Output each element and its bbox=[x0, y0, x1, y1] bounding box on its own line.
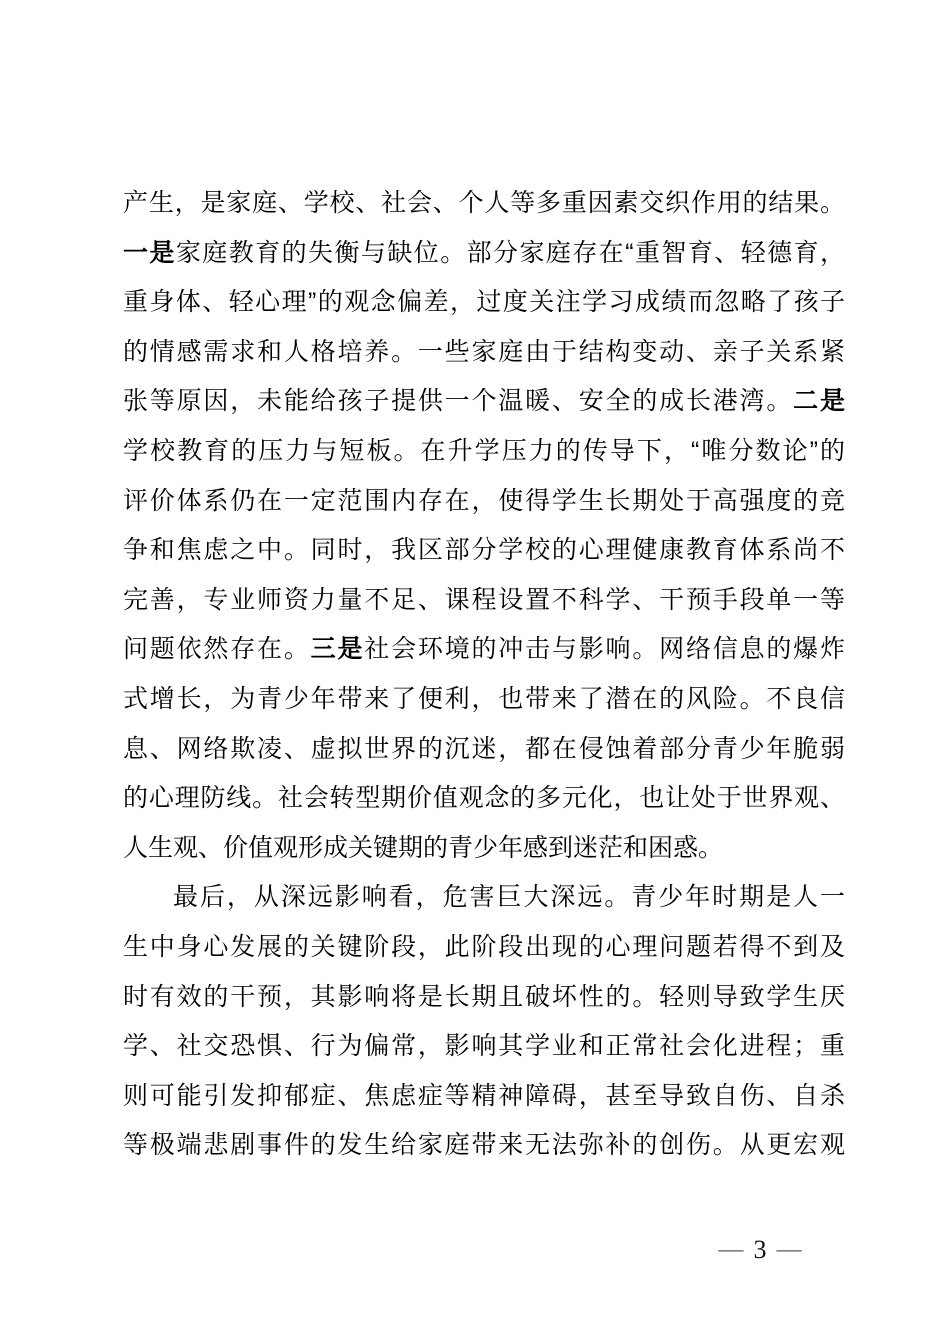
text-line bbox=[123, 774, 845, 824]
text-line bbox=[123, 328, 845, 378]
line-text: 时有效的干预，其影响将是长期且破坏性的。轻则导致学生厌 bbox=[123, 982, 845, 1011]
text-line bbox=[123, 229, 845, 279]
line-text: 的心理防线。社会转型期价值观念的多元化，也让处于世界观、 bbox=[123, 784, 845, 813]
line-text: 式增长，为青少年带来了便利，也带来了潜在的风险。不良信 bbox=[123, 684, 845, 713]
text-line-paragraph-start bbox=[123, 873, 845, 923]
text-line bbox=[123, 377, 845, 427]
text-line bbox=[123, 1121, 845, 1171]
line-text: 的情感需求和人格培养。一些家庭由于结构变动、亲子关系紧 bbox=[123, 337, 845, 366]
text-line bbox=[123, 526, 845, 576]
line-text: 等极端悲剧事件的发生给家庭带来无法弥补的创伤。从更宏观 bbox=[123, 1131, 845, 1160]
line-text: 家庭教育的失衡与缺位。部分家庭存在“重智育、轻德育， bbox=[175, 238, 845, 267]
line-text: 争和焦虑之中。同时，我区部分学校的心理健康教育体系尚不 bbox=[123, 536, 845, 565]
text-line bbox=[123, 923, 845, 973]
line-text: 社会环境的冲击与影响。网络信息的爆炸 bbox=[364, 635, 845, 664]
line-text: 完善，专业师资力量不足、课程设置不科学、干预手段单一等 bbox=[123, 585, 845, 614]
line-text: 学、社交恐惧、行为偏常，影响其学业和正常社会化进程；重 bbox=[123, 1032, 845, 1061]
line-text: 生中身心发展的关键阶段，此阶段出现的心理问题若得不到及 bbox=[123, 932, 845, 961]
line-text: 重身体、轻心理”的观念偏差，过度关注学习成绩而忽略了孩子 bbox=[123, 288, 845, 317]
ordinal-emphasis: 三是 bbox=[310, 635, 365, 664]
page-number: 3 bbox=[753, 1235, 767, 1264]
text-line bbox=[123, 1022, 845, 1072]
text-line bbox=[123, 725, 845, 775]
line-text: 人生观、价值观形成关键期的青少年感到迷茫和困惑。 bbox=[123, 833, 724, 862]
text-line bbox=[123, 278, 845, 328]
line-text: 息、网络欺凌、虚拟世界的沉迷，都在侵蚀着部分青少年脆弱 bbox=[123, 734, 845, 763]
footer-dash-left: — bbox=[718, 1236, 744, 1263]
ordinal-emphasis: 一是 bbox=[123, 238, 176, 267]
line-text: 产生，是家庭、学校、社会、个人等多重因素交织作用的结果。 bbox=[123, 189, 845, 217]
footer-dash-right: — bbox=[776, 1236, 802, 1263]
line-text: 问题依然存在。 bbox=[123, 635, 311, 664]
text-line bbox=[123, 576, 845, 626]
text-line bbox=[123, 477, 845, 527]
document-body bbox=[123, 179, 845, 1171]
line-text: 则可能引发抑郁症、焦虑症等精神障碍，甚至导致自伤、自杀 bbox=[123, 1081, 845, 1110]
line-text: 最后，从深远影响看，危害巨大深远。青少年时期是人一 bbox=[173, 883, 845, 912]
page-number-footer bbox=[700, 1232, 820, 1268]
line-text: 学校教育的压力与短板。在升学压力的传导下，“唯分数论”的 bbox=[123, 436, 845, 465]
text-line bbox=[123, 1072, 845, 1122]
ordinal-emphasis: 二是 bbox=[793, 387, 845, 416]
text-line bbox=[123, 179, 845, 229]
line-text: 张等原因，未能给孩子提供一个温暖、安全的成长港湾。 bbox=[123, 387, 794, 416]
line-text: 评价体系仍在一定范围内存在，使得学生长期处于高强度的竞 bbox=[123, 486, 845, 515]
text-line bbox=[123, 675, 845, 725]
text-line bbox=[123, 973, 845, 1023]
text-line bbox=[123, 824, 845, 874]
text-line bbox=[123, 427, 845, 477]
text-line bbox=[123, 625, 845, 675]
